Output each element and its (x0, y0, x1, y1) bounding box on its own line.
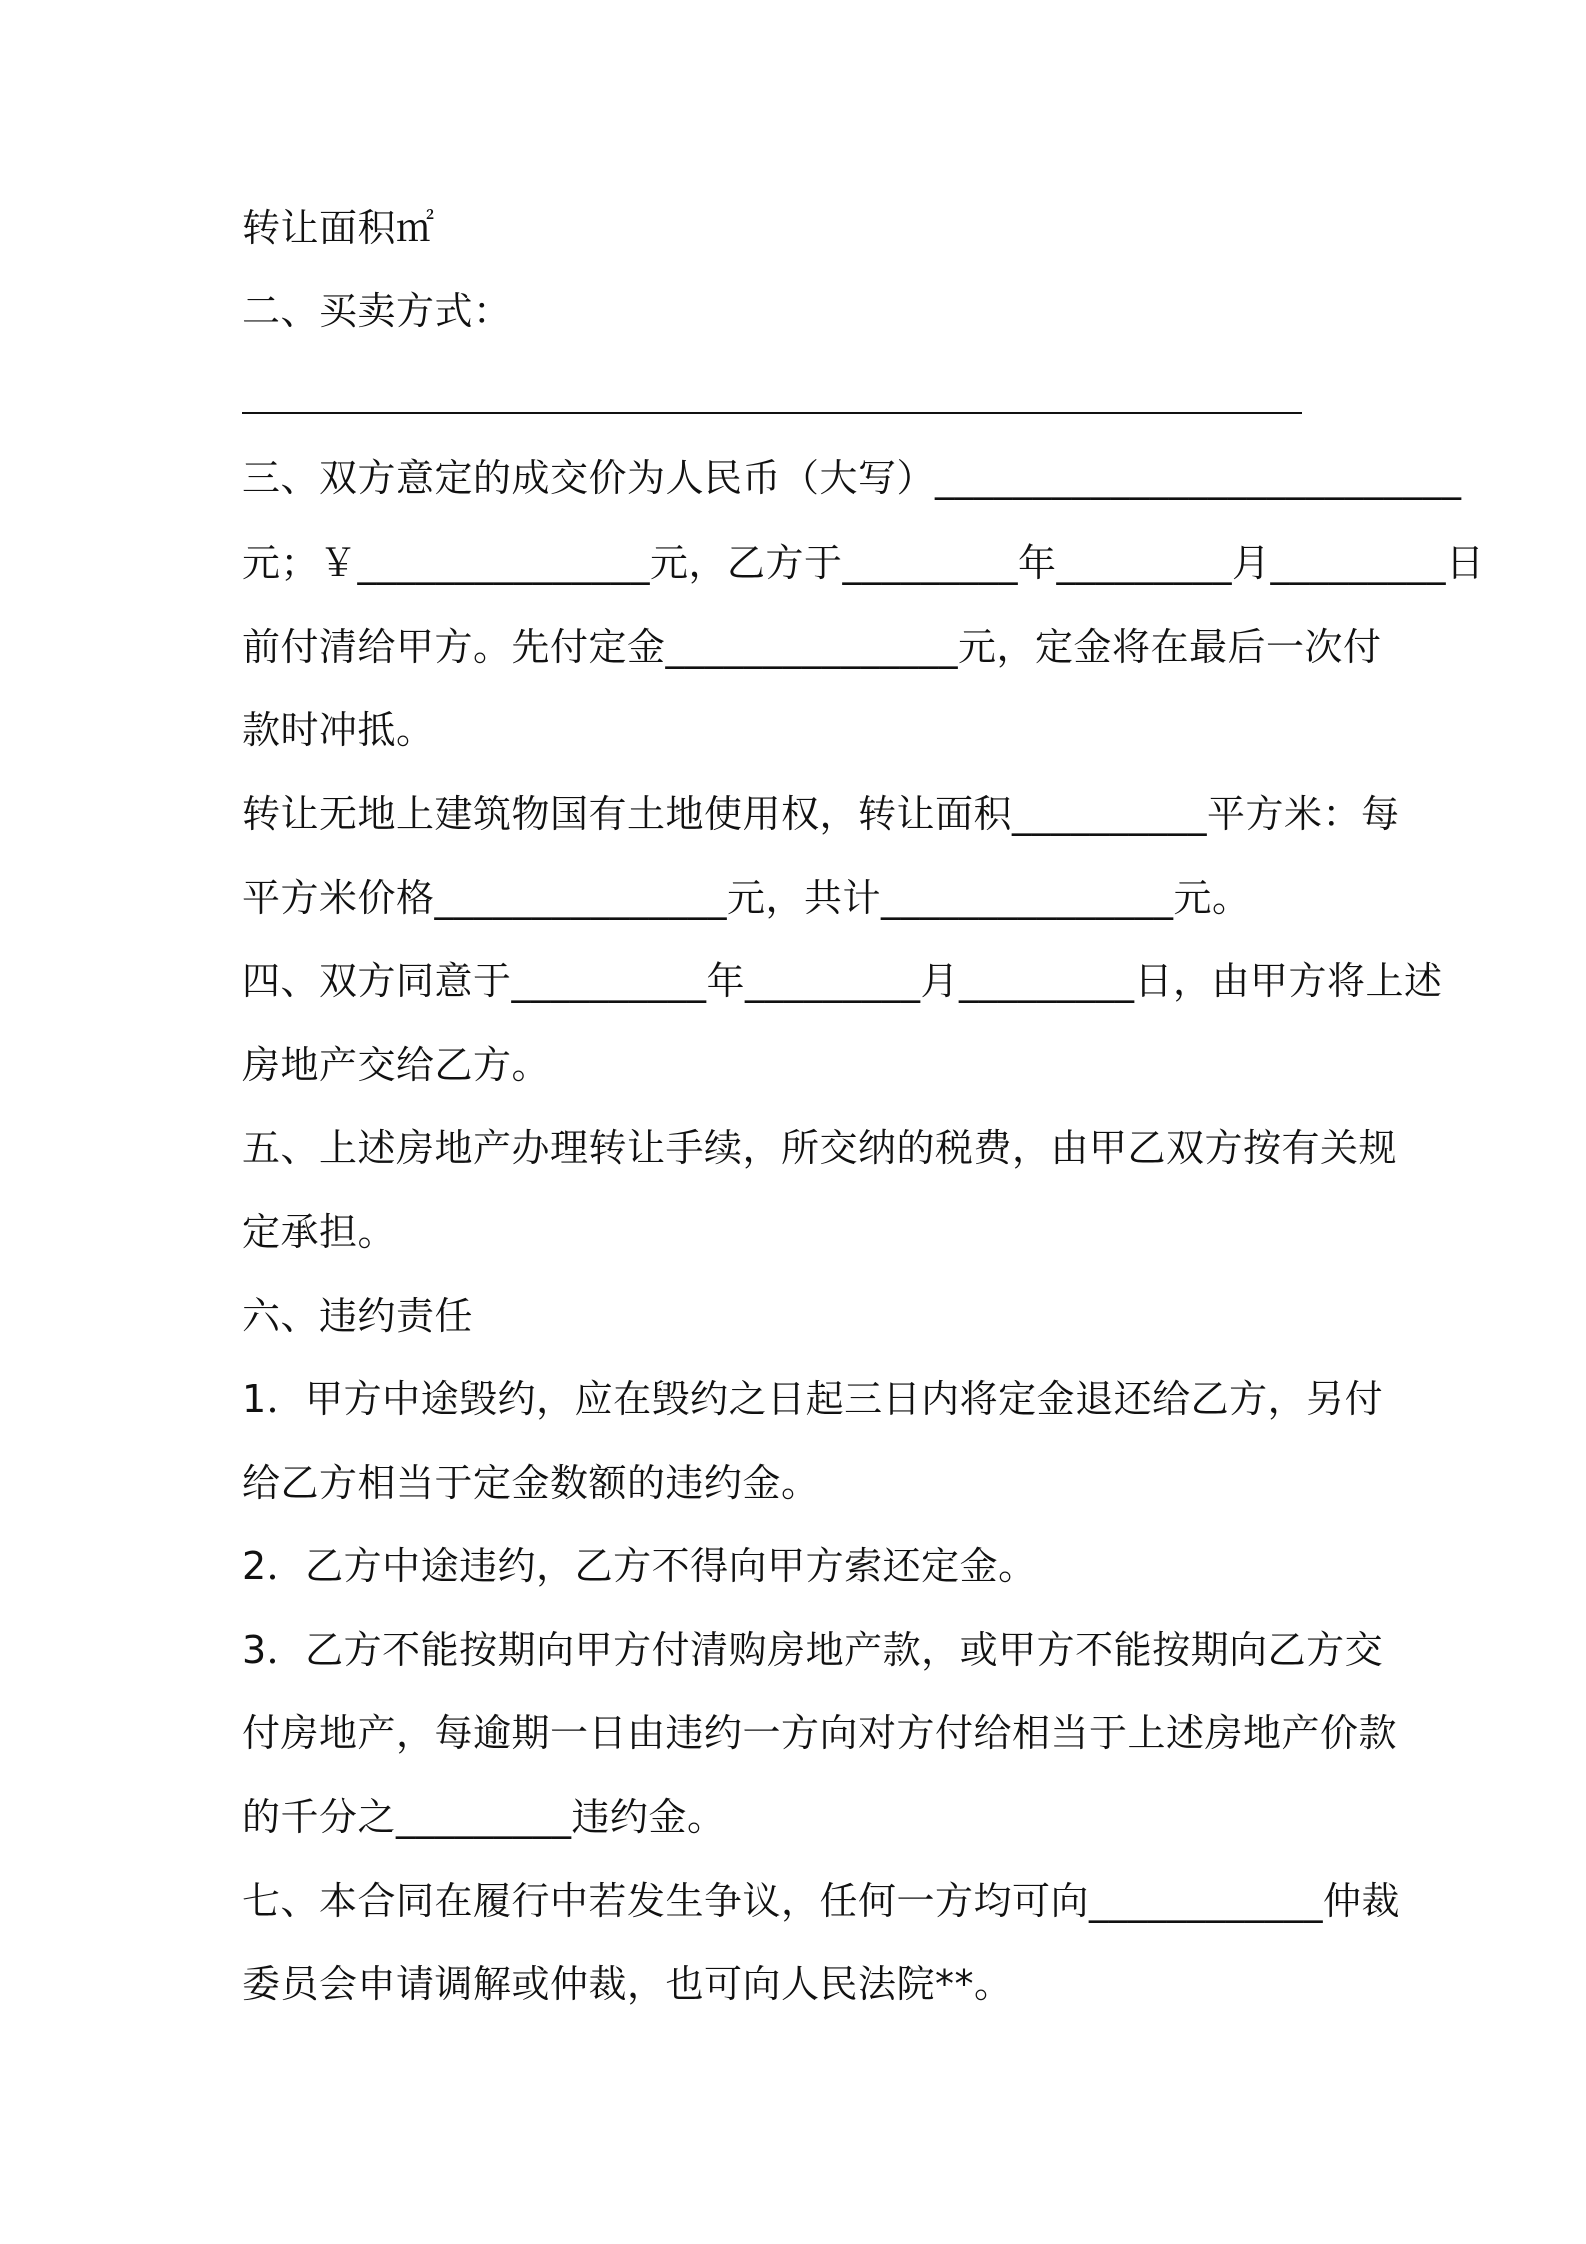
transfer-area-line: 转让面积㎡ (242, 206, 435, 250)
clause-3-line-2: 付房地产，每逾期一日由违约一方向对方付给相当于上述房地产价款 (242, 1711, 1398, 1755)
section-4-line-2: 房地产交给乙方。 (242, 1043, 551, 1087)
land-use-line-1: 转让无地上建筑物国有土地使用权，转让面积__________平方米：每 (242, 792, 1400, 836)
section-3-line-3: 前付清给甲方。先付定金_______________元，定金将在最后一次付 (242, 625, 1382, 669)
clause-1-line-1: 1．甲方中途毁约，应在毁约之日起三日内将定金退还给乙方，另付 (242, 1377, 1384, 1421)
clause-2-line: 2．乙方中途违约，乙方不得向甲方索还定金。 (242, 1544, 1037, 1588)
section-4-line-1: 四、双方同意于__________年_________月_________日，由甲方将上述 (242, 959, 1443, 1003)
section-2-heading: 二、买卖方式： (242, 289, 512, 333)
section-3-line-4: 款时冲抵。 (242, 708, 435, 752)
section-5-line-1: 五、上述房地产办理转让手续，所交纳的税费，由甲乙双方按有关规 (242, 1126, 1398, 1170)
clause-3-line-3: 的千分之_________违约金。 (242, 1795, 726, 1839)
section-7-line-2: 委员会申请调解或仲裁，也可向人民法院**。 (242, 1962, 1013, 2006)
section-6-heading: 六、违约责任 (242, 1294, 474, 1338)
land-use-line-2: 平方米价格_______________元，共计_______________元。 (242, 876, 1251, 920)
section-3-line-2: 元；￥_______________元，乙方于_________年_________月_________日 (242, 541, 1485, 585)
clause-1-line-2: 给乙方相当于定金数额的违约金。 (242, 1461, 820, 1505)
section-5-line-2: 定承担。 (242, 1210, 397, 1254)
blank-rule (242, 412, 1302, 414)
section-3-line-1: 三、双方意定的成交价为人民币（大写）___________________________ (242, 456, 1462, 500)
clause-3-line-1: 3．乙方不能按期向甲方付清购房地产款，或甲方不能按期向乙方交 (242, 1628, 1384, 1672)
section-7-line-1: 七、本合同在履行中若发生争议，任何一方均可向____________仲裁 (242, 1879, 1401, 1923)
